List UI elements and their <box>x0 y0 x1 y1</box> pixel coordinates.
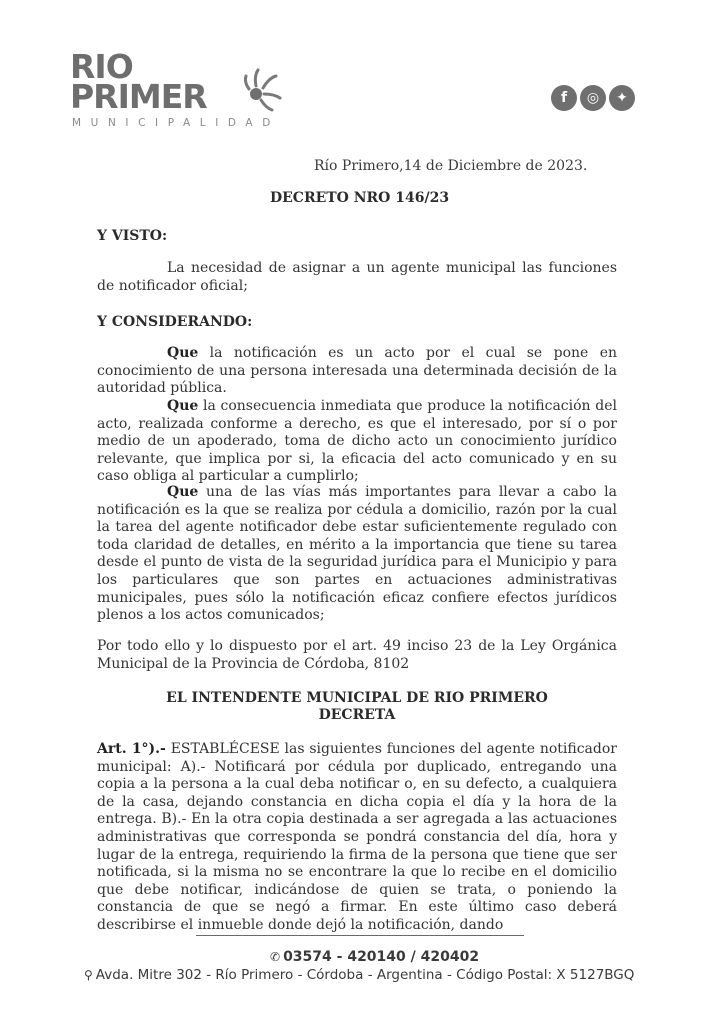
considerando-item-2 <box>97 398 617 486</box>
decreta-title: DECRETA <box>318 707 396 723</box>
considerando-text-2: la consecuencia inmediata que produce la notificación del acto, realizada conforme a derecho, es que el interesado, por sí o por medio de un apoderado, toma de dicho acto un conocimiento jurídico relevante, que implica por si, la eficacia del acto comunicado y en su caso obliga al particular a cumplirlo; <box>97 398 617 485</box>
considerando-item-1 <box>97 345 617 398</box>
intendente-title: EL INTENDENTE MUNICIPAL DE RIO PRIMERO <box>166 690 548 706</box>
phone-numbers: 03574 - 420140 / 420402 <box>283 949 480 965</box>
article-1 <box>97 741 617 935</box>
considerando-heading: Y CONSIDERANDO: <box>97 314 253 330</box>
address-text: Avda. Mitre 302 - Río Primero - Córdoba - Argentina - Código Postal: X 5127BGQ <box>95 967 635 983</box>
social-icons <box>551 85 635 111</box>
article-1-text: ESTABLÉCESE las siguientes funciones del agente notificador municipal: A).- Notificará por cédula por duplicado, entregando una copia a la persona a la cual deba notificar o, en su defecto, a cualquiera de la casa, dejando constancia en dicha copia el día y la hora de la entrega. B).- En la otra copia destinada a ser agregada a las actuaciones administrativas que corresponda se pondrá constancia del día, hora y lugar de la entrega, requiriendo la firma de la persona que tiene que ser notificada, si la misma no se encontrare la que lo recibe en el domicilio que debe notificar, indicándose de quien se trata, o poniendo la constancia de que se negó a firmar. En este último caso deberá describirse el inmueble donde dejó la notificación, dando <box>97 741 617 933</box>
visto-paragraph <box>97 260 617 295</box>
logo-flower-icon <box>236 68 284 112</box>
footer-divider <box>196 935 524 936</box>
footer-address <box>84 967 634 983</box>
logo-line-2: PRIMER <box>70 77 207 116</box>
twitter-icon[interactable]: ✦ <box>609 85 635 111</box>
por-todo-paragraph: Por todo ello y lo dispuesto por el art. 49 inciso 23 de la Ley Orgánica Municipal de la Provincia de Córdoba, 8102 <box>97 638 617 672</box>
logo-subtitle: MUNICIPALIDAD <box>72 117 280 129</box>
que-label: Que <box>167 484 199 500</box>
que-label: Que <box>167 398 199 414</box>
location-pin-icon: ⚲ <box>84 968 93 982</box>
article-1-label: Art. 1°).- <box>97 741 166 757</box>
considerando-text-1: la notificación es un acto por el cual se pone en conocimiento de una persona interesada una determinada decisión de la autoridad pública. <box>97 345 617 397</box>
municipality-logo <box>70 47 310 130</box>
considerando-item-3 <box>97 484 617 625</box>
instagram-icon[interactable]: ◎ <box>580 85 606 111</box>
facebook-icon[interactable]: f <box>551 85 577 111</box>
que-label: Que <box>167 345 199 361</box>
considerando-text-3: una de las vías más importantes para llevar a cabo la notificación es la que se realiza por cédula a domicilio, razón por la cual la tarea del agente notificador debe estar suficientemente regulado con toda claridad de detalles, en mérito a la importancia que tiene su tarea desde el punto de vista de la seguridad jurídica para el Municipio y para los particulares que son partes en actuaciones administrativas municipales, pues sólo la notificación eficaz confiere efectos jurídicos plenos a los actos comunicados; <box>97 484 617 624</box>
visto-heading: Y VISTO: <box>97 228 168 244</box>
decree-number: DECRETO NRO 146/23 <box>270 190 450 206</box>
footer-phone <box>270 949 479 965</box>
visto-text: La necesidad de asignar a un agente municipal las funciones de notificador oficial; <box>97 260 617 294</box>
document-date: Río Primero,14 de Diciembre de 2023. <box>314 158 588 174</box>
logo-line-1: RIO <box>70 47 133 86</box>
phone-icon: ✆ <box>270 950 281 964</box>
